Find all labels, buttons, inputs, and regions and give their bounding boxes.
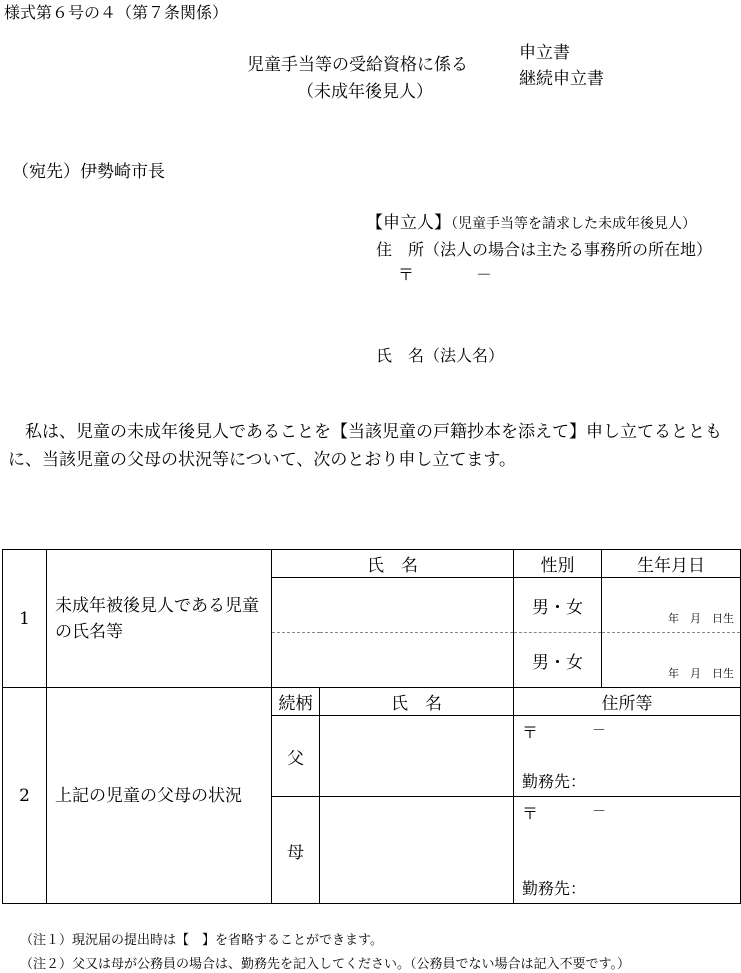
dob-suffix-2: 年 月 日生 bbox=[668, 667, 734, 680]
child-dob-field-2[interactable] bbox=[602, 633, 741, 688]
child-gender-2[interactable]: 男・女 bbox=[514, 633, 602, 688]
header-relation: 続柄 bbox=[272, 688, 320, 716]
dob-suffix-1: 年 月 日生 bbox=[668, 612, 734, 625]
form-title-option-application: 申立書 bbox=[519, 43, 570, 63]
postal-dash: － bbox=[476, 265, 493, 284]
header-dob: 生年月日 bbox=[602, 550, 741, 578]
header-child-name: 氏 名 bbox=[272, 550, 514, 578]
form-title: 児童手当等の受給資格に係る bbox=[247, 55, 468, 75]
form-number: 様式第６号の４（第７条関係） bbox=[4, 3, 229, 22]
father-name-field[interactable] bbox=[320, 716, 514, 797]
mother-address-field[interactable] bbox=[514, 797, 741, 904]
mother-name-field[interactable] bbox=[320, 797, 514, 904]
header-gender: 性別 bbox=[514, 550, 602, 578]
child-name-field-2[interactable] bbox=[272, 633, 514, 688]
applicant-heading: 【申立人】（児童手当等を請求した未成年後見人） bbox=[366, 213, 696, 233]
addressee: （宛先）伊勢崎市長 bbox=[12, 162, 165, 182]
child-gender-1[interactable]: 男・女 bbox=[514, 578, 602, 633]
header-parent-name: 氏 名 bbox=[320, 688, 514, 716]
relation-mother: 母 bbox=[272, 797, 320, 904]
form-table bbox=[2, 549, 741, 904]
section-label-1: 未成年被後見人である児童の氏名等 bbox=[47, 550, 272, 688]
section-number-1: 1 bbox=[3, 550, 47, 688]
section-label-2: 上記の児童の父母の状況 bbox=[47, 688, 272, 904]
note-1: （注１）現況届の提出時は【 】を省略することができます。 bbox=[20, 933, 383, 948]
child-name-field-1[interactable] bbox=[272, 578, 514, 633]
child-dob-field-1[interactable] bbox=[602, 578, 741, 633]
relation-father: 父 bbox=[272, 716, 320, 797]
applicant-address-label: 住 所（法人の場合は主たる事務所の所在地） bbox=[376, 240, 713, 259]
father-address-field[interactable] bbox=[514, 716, 741, 797]
father-workplace-label: 勤務先： bbox=[522, 772, 587, 791]
mother-postal-mark: 〒 bbox=[522, 804, 539, 823]
form-title-option-continuation: 継続申立書 bbox=[519, 69, 604, 89]
father-postal-dash: － bbox=[592, 723, 606, 739]
note-2: （注２）父又は母が公務員の場合は、勤務先を記入してください。（公務員でない場合は記入不要です。） bbox=[20, 957, 630, 972]
mother-workplace-label: 勤務先： bbox=[522, 879, 587, 898]
postal-mark: 〒 bbox=[398, 265, 415, 284]
father-postal-mark: 〒 bbox=[522, 723, 539, 742]
section-number-2: 2 bbox=[3, 688, 47, 904]
form-subtitle: （未成年後見人） bbox=[297, 82, 433, 102]
mother-postal-dash: － bbox=[592, 804, 606, 820]
applicant-name-label: 氏 名（法人名） bbox=[376, 346, 505, 365]
statement: 私は、児童の未成年後見人であることを【当該児童の戸籍抄本を添えて】申し立てるとともに、当該児童の父母の状況等について、次のとおり申し立てます。 bbox=[8, 422, 722, 470]
header-address: 住所等 bbox=[514, 688, 741, 716]
